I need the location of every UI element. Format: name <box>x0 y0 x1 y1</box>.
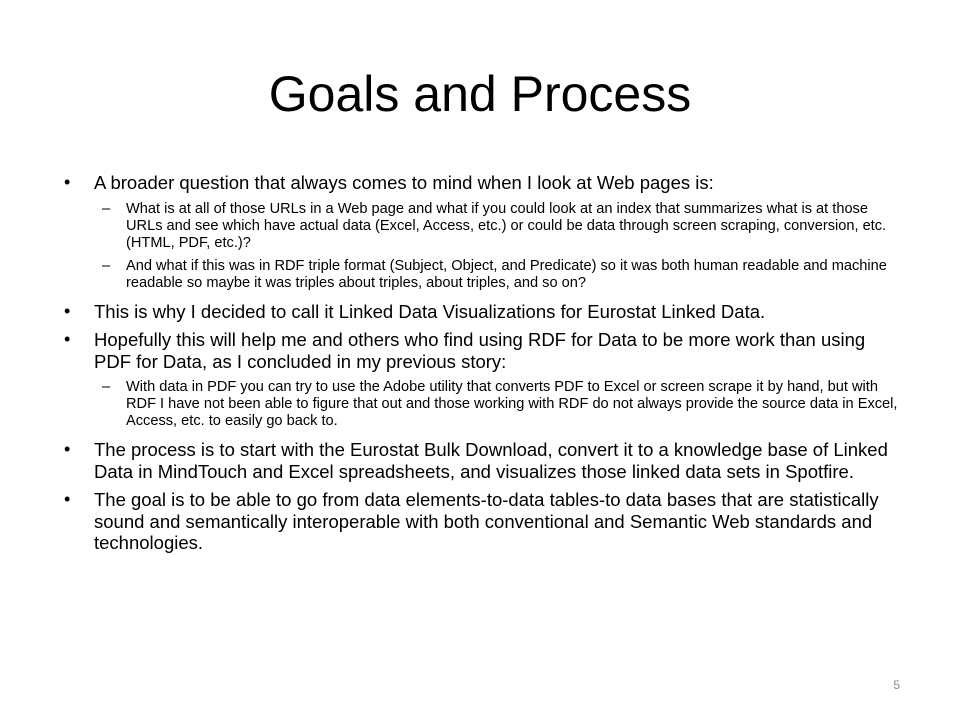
bullet-item-1 <box>64 172 904 194</box>
bullet-icon: • <box>64 439 71 459</box>
dash-icon: – <box>102 200 111 217</box>
bullet-text-1: A broader question that always comes to mind when I look at Web pages is: <box>94 172 714 193</box>
bullet-icon: • <box>64 300 71 321</box>
slide-content <box>64 172 904 561</box>
sub-bullet-text-1-2: And what if this was in RDF triple format (Subject, Object, and Predicate) so it was both human readable and machine readable so maybe it was triples about triples, about triples, and so on? <box>126 257 887 291</box>
page-number: 5 <box>893 678 900 692</box>
bullet-item-4 <box>64 439 904 482</box>
bullet-text-4: The process is to start with the Eurostat Bulk Download, convert it to a knowledge base of Linked Data in MindTouch and Excel spreadsheets, and visualizes those linked data sets in Spotfire. <box>94 439 888 482</box>
sub-bullet-text-1-1: What is at all of those URLs in a Web page and what if you could look at an index that summarizes what is at those URLs and see which have actual data (Excel, Access, etc.) or could be data through screen scraping, conversion, etc. (HTML, PDF, etc.)? <box>126 200 887 251</box>
bullet-text-5: The goal is to be able to go from data elements-to-data tables-to data bases that are statistically sound and semantically interoperable with both conventional and Semantic Web standards and technologies. <box>94 489 879 553</box>
sub-bullet-item-3-1 <box>64 379 904 430</box>
slide-title: Goals and Process <box>268 66 692 122</box>
bullet-item-2 <box>64 301 904 323</box>
dash-icon: – <box>102 257 111 274</box>
bullet-text-2: This is why I decided to call it Linked Data Visualizations for Eurostat Linked Data. <box>94 300 766 322</box>
bullet-item-5 <box>64 489 904 554</box>
dash-icon: – <box>102 379 111 395</box>
bullet-icon: • <box>64 329 71 349</box>
bullet-text-3: Hopefully this will help me and others who find using RDF for Data to be more work than using PDF for Data, as I concluded in my previous story: <box>94 329 866 372</box>
bullet-item-3 <box>64 329 904 372</box>
sub-bullet-text-3-1: With data in PDF you can try to use the Adobe utility that converts PDF to Excel or screen scrape it by hand, but with RDF I have not been able to figure that out and those working with RDF do not always provide the source data in Excel, Access, etc. to easily go back to. <box>126 379 898 429</box>
sub-bullet-item-1-1 <box>64 201 904 252</box>
bullet-icon: • <box>64 172 71 192</box>
sub-bullet-item-1-2 <box>64 258 904 292</box>
bullet-icon: • <box>64 489 71 509</box>
